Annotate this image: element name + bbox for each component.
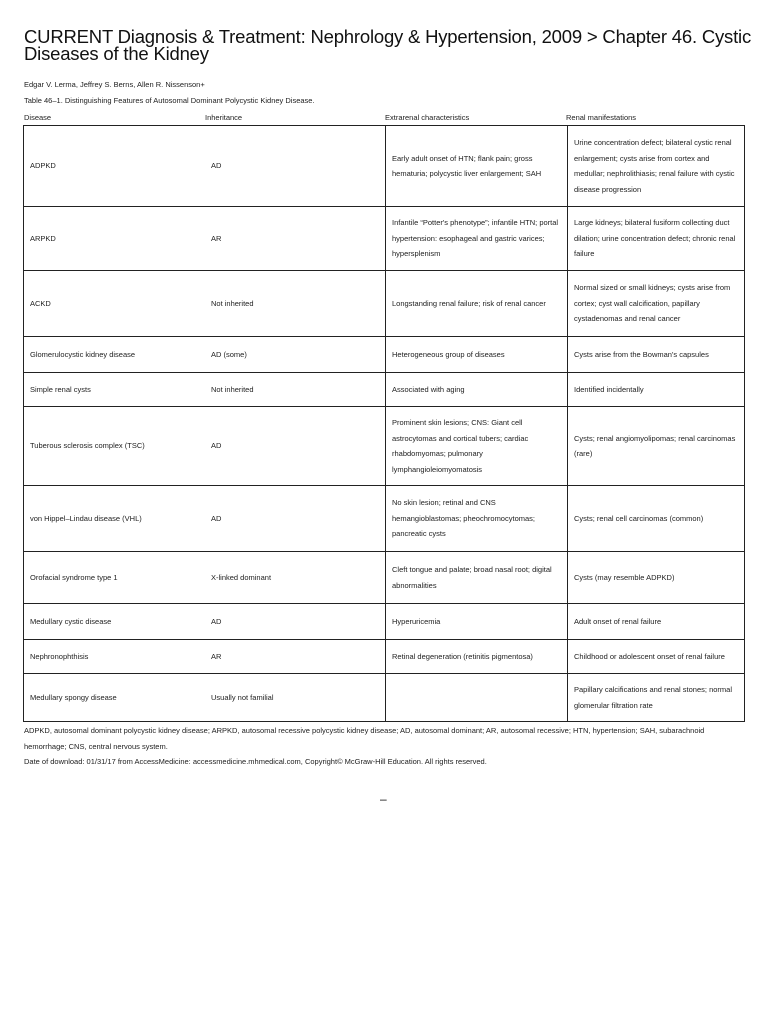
column-header-extrarenal: Extrarenal characteristics (385, 113, 470, 122)
cell-inheritance: AD (205, 407, 386, 486)
cell-extrarenal (386, 674, 568, 722)
cell-disease: von Hippel–Lindau disease (VHL) (24, 486, 206, 552)
table-row (24, 640, 745, 674)
cell-disease: ARPKD (24, 207, 206, 271)
cell-renal: Large kidneys; bilateral fusiform collecting duct dilation; urine concentration defect; chronic renal failure (568, 207, 745, 271)
cell-extrarenal: Early adult onset of HTN; flank pain; gross hematuria; polycystic liver enlargement; SAH (386, 126, 568, 207)
cell-inheritance: Not inherited (205, 271, 386, 337)
table-row (24, 674, 745, 722)
cell-disease: ACKD (24, 271, 206, 337)
cell-inheritance: AD (205, 486, 386, 552)
cell-inheritance: X-linked dominant (205, 552, 386, 604)
cell-disease: Glomerulocystic kidney disease (24, 337, 206, 373)
table-row (24, 407, 745, 486)
cell-renal: Urine concentration defect; bilateral cystic renal enlargement; cysts arise from cortex and medullar; nephrolithiasis; renal failure with cystic disease progression (568, 126, 745, 207)
cell-renal: Adult onset of renal failure (568, 604, 745, 640)
cell-extrarenal: No skin lesion; retinal and CNS hemangioblastomas; pheochromocytomas; pancreatic cysts (386, 486, 568, 552)
cell-renal: Papillary calcifications and renal stones; normal glomerular filtration rate (568, 674, 745, 722)
cell-extrarenal: Infantile “Potter's phenotype”; infantile HTN; portal hypertension: esophageal and gastric varices; hypersplenism (386, 207, 568, 271)
column-header-renal: Renal manifestations (566, 113, 637, 122)
cell-renal: Cysts arise from the Bowman's capsules (568, 337, 745, 373)
cell-renal: Normal sized or small kidneys; cysts arise from cortex; cyst wall calcification, papillary cystadenomas and renal cancer (568, 271, 745, 337)
cell-extrarenal: Associated with aging (386, 373, 568, 407)
download-note: Date of download: 01/31/17 from AccessMedicine: accessmedicine.mhmedical.com, Copyright© McGraw-Hill Education. All rights reserved. (24, 757, 487, 766)
table-row (24, 486, 745, 552)
cell-disease: Orofacial syndrome type 1 (24, 552, 206, 604)
cell-inheritance: AD (205, 126, 386, 207)
cell-disease: Tuberous sclerosis complex (TSC) (24, 407, 206, 486)
cell-disease: Medullary cystic disease (24, 604, 206, 640)
cell-renal: Childhood or adolescent onset of renal failure (568, 640, 745, 674)
cell-inheritance: AD (some) (205, 337, 386, 373)
page-mark: – (380, 792, 387, 806)
cell-extrarenal: Longstanding renal failure; risk of renal cancer (386, 271, 568, 337)
cell-inheritance: Not inherited (205, 373, 386, 407)
table-caption: Table 46–1. Distinguishing Features of Autosomal Dominant Polycystic Kidney Disease. (24, 96, 315, 105)
cell-disease: Simple renal cysts (24, 373, 206, 407)
table-row (24, 552, 745, 604)
cell-inheritance: AR (205, 207, 386, 271)
cell-extrarenal: Retinal degeneration (retinitis pigmentosa) (386, 640, 568, 674)
authors-line: Edgar V. Lerma, Jeffrey S. Berns, Allen R. Nissenson+ (24, 80, 205, 89)
features-table (23, 125, 745, 722)
cell-inheritance: Usually not familial (205, 674, 386, 722)
cell-renal: Cysts (may resemble ADPKD) (568, 552, 745, 604)
cell-disease: Nephronophthisis (24, 640, 206, 674)
table-row (24, 126, 745, 207)
cell-inheritance: AD (205, 604, 386, 640)
table-row (24, 337, 745, 373)
cell-renal: Cysts; renal angiomyolipomas; renal carcinomas (rare) (568, 407, 745, 486)
table-row (24, 373, 745, 407)
page-title: CURRENT Diagnosis & Treatment: Nephrology & Hypertension, 2009 > Chapter 46. Cystic Diseases of the Kidney (24, 26, 751, 64)
cell-inheritance: AR (205, 640, 386, 674)
cell-disease: Medullary spongy disease (24, 674, 206, 722)
cell-extrarenal: Hyperuricemia (386, 604, 568, 640)
column-header-inheritance: Inheritance (205, 113, 243, 122)
table-row (24, 271, 745, 337)
cell-renal: Identified incidentally (568, 373, 745, 407)
cell-disease: ADPKD (24, 126, 206, 207)
cell-extrarenal: Heterogeneous group of diseases (386, 337, 568, 373)
table-row (24, 604, 745, 640)
cell-renal: Cysts; renal cell carcinomas (common) (568, 486, 745, 552)
abbreviations-footnote: ADPKD, autosomal dominant polycystic kidney disease; ARPKD, autosomal recessive polycystic kidney disease; AD, autosomal dominant; AR, autosomal recessive; HTN, hypertension; SAH, subarachnoid hemorrhage; CNS, central nervous system. (24, 726, 705, 751)
cell-extrarenal: Cleft tongue and palate; broad nasal root; digital abnormalities (386, 552, 568, 604)
cell-extrarenal: Prominent skin lesions; CNS: Giant cell astrocytomas and cortical tubers; cardiac rhabdomyomas; pulmonary lymphangioleiomyomatosis (386, 407, 568, 486)
column-header-disease: Disease (24, 113, 52, 122)
table-row (24, 207, 745, 271)
